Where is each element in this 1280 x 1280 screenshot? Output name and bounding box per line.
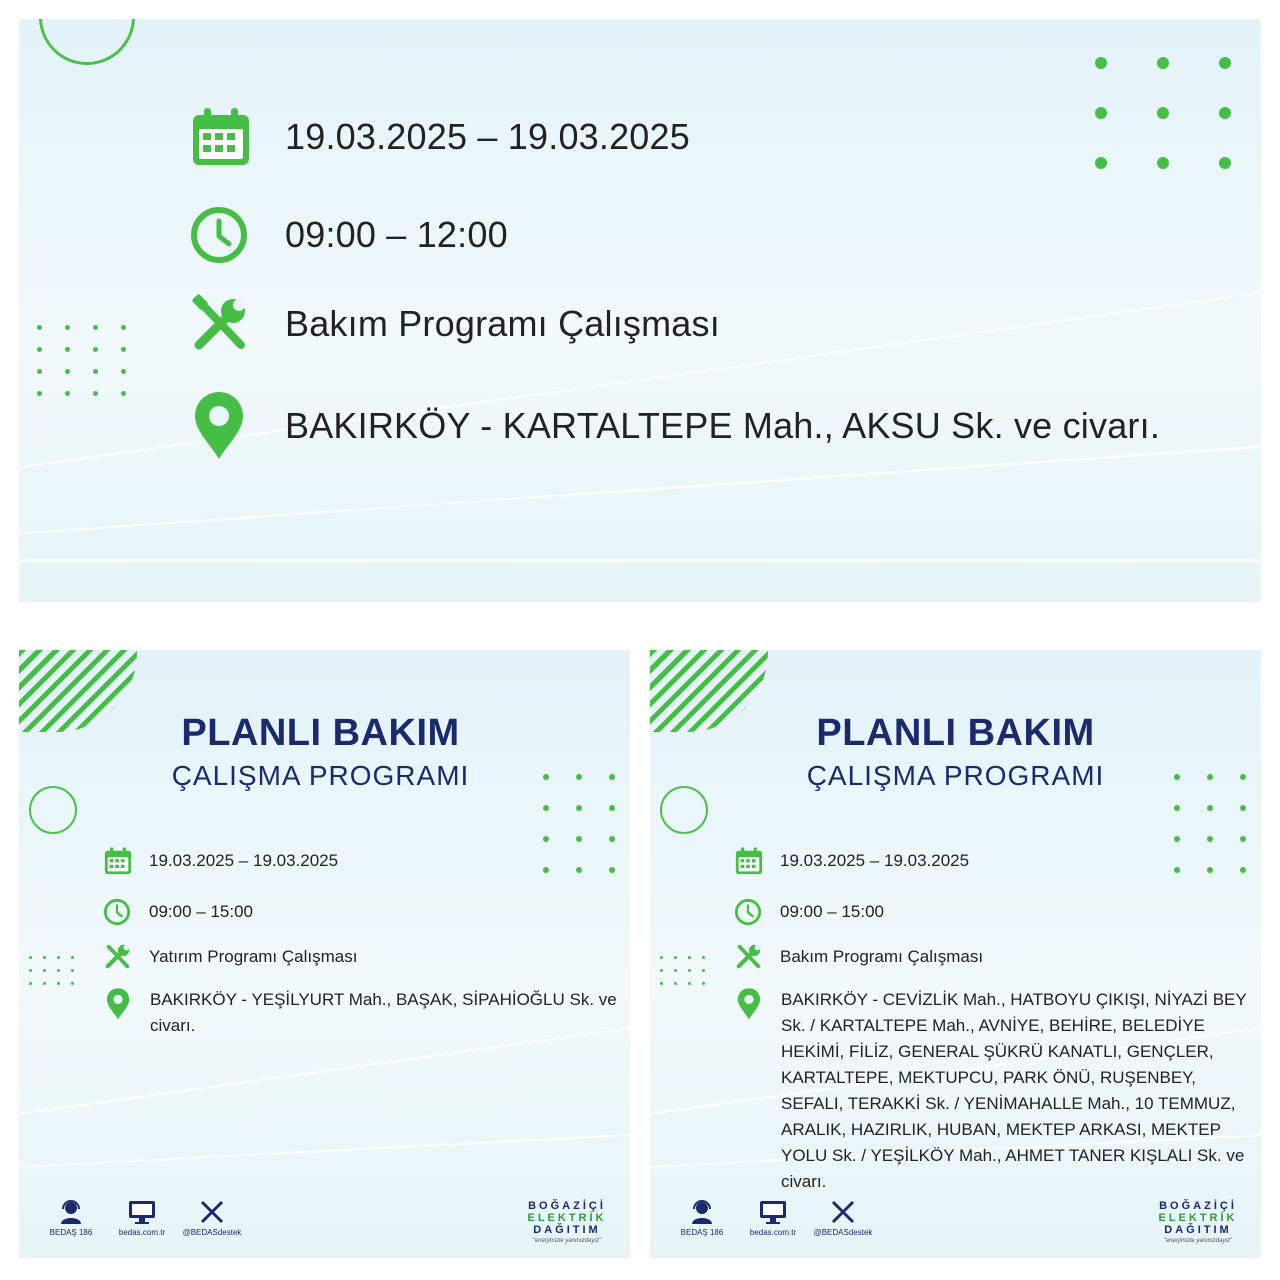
location-text: BAKIRKÖY - CEVİZLİK Mah., HATBOYU ÇIKIŞI, NİYAZİ BEY Sk. / KARTALTEPE Mah., AVNİYE, BEHİRE, BELEDİYE HEKİMİ, FİLİZ, GENERAL ŞÜKRÜ KANATLI, GENÇLER, KARTALTEPE, MEKTUPCU, PARK ÖNÜ, RUŞENBEY, SEFALI, TERAKKİ Sk. / YENİMAHALLE Mah., 10 TEMMUZ, ARALIK, HAZIRLIK, HUBAN, MEKTEP ARKASI, MEKTEP YOLU Sk. / YEŞİLKÖY Mah., AHMET TANER KIŞLALI Sk. ve civarı. xyxy=(781,990,1247,1191)
date-range-text: 19.03.2025 – 19.03.2025 xyxy=(780,851,970,870)
time-range-text: 09:00 – 12:00 xyxy=(285,214,508,255)
x-logo-icon xyxy=(198,1198,226,1226)
decor-streak xyxy=(19,559,1261,562)
website-label: bedas.com.tr xyxy=(118,1228,166,1237)
phone-contact[interactable] xyxy=(45,1198,97,1237)
phone-contact[interactable] xyxy=(676,1198,728,1237)
work-type-row xyxy=(189,293,720,355)
work-type-text: Bakım Programı Çalışması xyxy=(285,303,720,344)
clock-icon xyxy=(189,205,249,265)
decor-circle xyxy=(660,786,708,834)
clock-icon xyxy=(103,898,131,926)
tools-icon xyxy=(103,942,132,971)
calendar-icon xyxy=(189,105,253,169)
panel-subtitle: ÇALIŞMA PROGRAMI xyxy=(806,760,1105,791)
headset-icon xyxy=(57,1198,85,1226)
date-range-text: 19.03.2025 – 19.03.2025 xyxy=(149,851,339,870)
phone-label: BEDAŞ 186 xyxy=(680,1228,724,1237)
location-text: BAKIRKÖY - KARTALTEPE Mah., AKSU Sk. ve civarı. xyxy=(285,405,1161,446)
location-row xyxy=(191,391,1160,461)
tools-icon xyxy=(734,942,763,971)
decor-dot-grid xyxy=(37,325,126,396)
phone-label: BEDAŞ 186 xyxy=(49,1228,93,1237)
social-label: @BEDASdestek xyxy=(182,1228,242,1237)
monitor-icon xyxy=(758,1198,788,1226)
decor-streak xyxy=(19,1131,630,1171)
x-logo-icon xyxy=(829,1198,857,1226)
top-announcement-panel xyxy=(19,19,1261,602)
time-range-text: 09:00 – 15:00 xyxy=(149,902,253,921)
location-pin-icon xyxy=(105,987,131,1021)
bottom-left-announcement-panel xyxy=(19,650,630,1258)
panel-title: PLANLI BAKIM xyxy=(816,712,1095,754)
clock-icon xyxy=(734,898,762,926)
decor-dot-grid xyxy=(1095,19,1231,169)
location-text: BAKIRKÖY - YEŞİLYURT Mah., BAŞAK, SİPAHİOĞLU Sk. ve civarı. xyxy=(150,990,617,1035)
website-label: bedas.com.tr xyxy=(749,1228,797,1237)
panel-title: PLANLI BAKIM xyxy=(181,712,460,754)
social-link[interactable] xyxy=(808,1198,878,1237)
decor-circle xyxy=(29,786,77,834)
company-logo: BOĞAZİÇİ ELEKTRİK DAĞITIM "enerjimizle yanınızdayız" xyxy=(1158,1200,1238,1244)
time-row xyxy=(189,205,508,265)
decor-dot-grid xyxy=(660,956,705,985)
bottom-right-announcement-panel xyxy=(650,650,1261,1258)
date-range-text: 19.03.2025 – 19.03.2025 xyxy=(285,116,690,157)
social-link[interactable] xyxy=(177,1198,247,1237)
date-row xyxy=(734,846,969,876)
time-row xyxy=(734,898,884,926)
location-pin-icon xyxy=(736,987,762,1021)
time-range-text: 09:00 – 15:00 xyxy=(780,902,884,921)
calendar-icon xyxy=(734,846,764,876)
work-type-row xyxy=(103,942,357,971)
website-link[interactable] xyxy=(115,1198,169,1237)
headset-icon xyxy=(688,1198,716,1226)
work-type-row xyxy=(734,942,983,971)
work-type-text: Bakım Programı Çalışması xyxy=(780,946,984,966)
work-type-text: Yatırım Programı Çalışması xyxy=(149,946,358,966)
calendar-icon xyxy=(103,846,133,876)
date-row xyxy=(189,105,690,169)
date-row xyxy=(103,846,338,876)
decor-dot-grid xyxy=(29,956,74,985)
company-logo: BOĞAZİÇİ ELEKTRİK DAĞITIM "enerjimizle yanınızdayız" xyxy=(527,1200,607,1244)
monitor-icon xyxy=(127,1198,157,1226)
location-pin-icon xyxy=(191,391,247,461)
tools-icon xyxy=(189,293,251,355)
decor-circle xyxy=(39,19,135,65)
social-label: @BEDASdestek xyxy=(813,1228,873,1237)
location-row xyxy=(736,987,1253,1195)
panel-subtitle: ÇALIŞMA PROGRAMI xyxy=(171,760,470,791)
location-row xyxy=(105,987,620,1039)
website-link[interactable] xyxy=(746,1198,800,1237)
time-row xyxy=(103,898,253,926)
